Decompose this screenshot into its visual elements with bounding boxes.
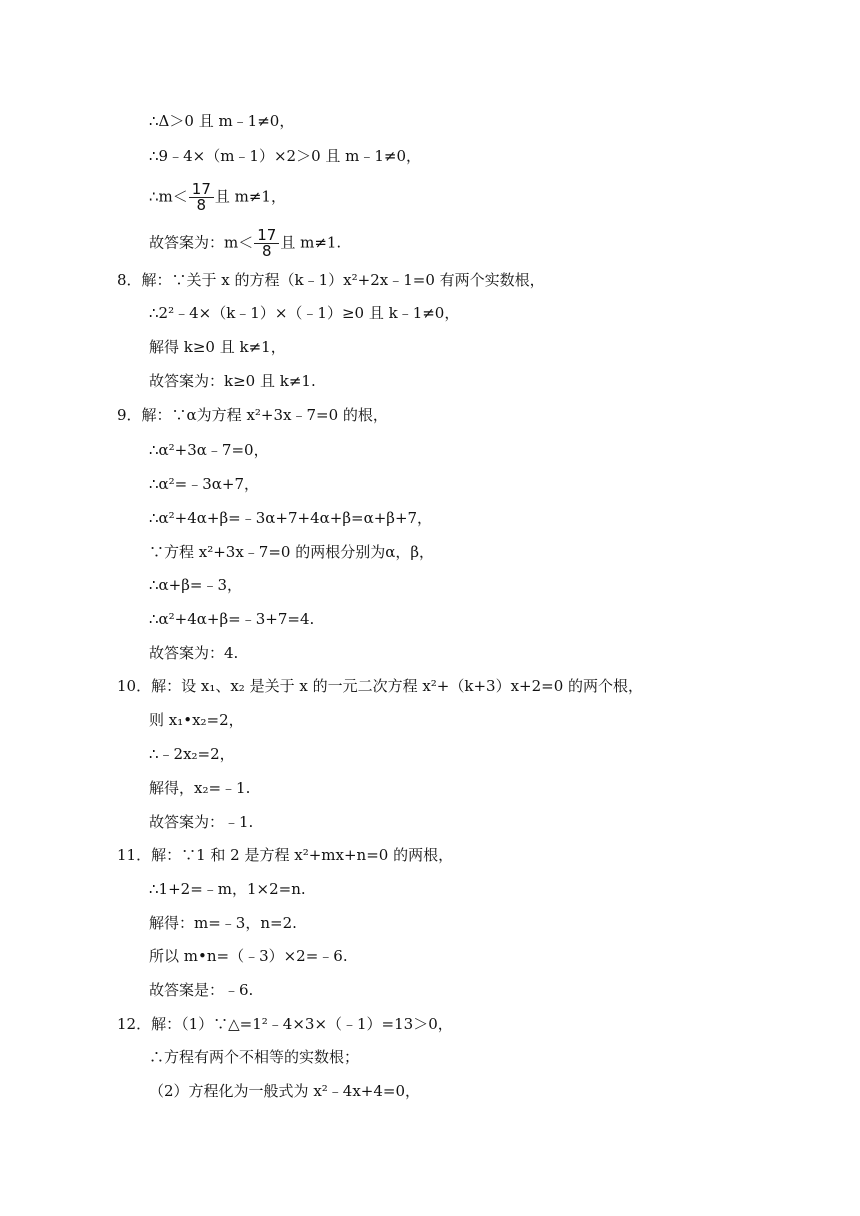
text-segment: ∴m＜ xyxy=(149,187,188,206)
solution-line: ∴方程有两个不相等的实数根； xyxy=(149,1048,360,1066)
solution-line: ∴2²﹣4×（k﹣1）×（﹣1）≥0 且 k﹣1≠0， xyxy=(149,304,460,322)
solution-line-with-fraction xyxy=(149,182,286,213)
solution-line: 解得，x₂=﹣1. xyxy=(149,779,251,797)
solution-line: 故答案为：4. xyxy=(149,644,239,662)
solution-line: ∴α²+4α+β=﹣3α+7+4α+β=α+β+7， xyxy=(149,509,433,527)
solution-line: ∴﹣2x₂=2， xyxy=(149,745,235,763)
solution-line: 解得 k≥0 且 k≠1， xyxy=(149,338,286,356)
problem-heading: 11．解：∵1 和 2 是方程 x²+mx+n=0 的两根， xyxy=(117,846,454,864)
solution-line: ∴Δ＞0 且 m﹣1≠0， xyxy=(149,112,295,130)
solution-line: 所以 m•n=（﹣3）×2=﹣6. xyxy=(149,947,348,965)
solution-line-with-fraction xyxy=(149,228,341,259)
solution-line: ∴α²=﹣3α+7， xyxy=(149,475,260,493)
problem-heading: 10．解：设 x₁、x₂ 是关于 x 的一元二次方程 x²+（k+3）x+2=0 的两个根， xyxy=(117,677,644,695)
fraction-numerator: 17 xyxy=(254,228,279,244)
solution-line: ∴α²+3α﹣7=0， xyxy=(149,441,269,459)
solution-line: ∵方程 x²+3x﹣7=0 的两根分别为α，β， xyxy=(149,543,435,561)
fraction-denominator: 8 xyxy=(196,196,207,214)
solution-line: ∴1+2=﹣m，1×2=n. xyxy=(149,880,306,898)
problem-heading: 12．解：（1）∵△=1²﹣4×3×（﹣1）=13＞0， xyxy=(117,1015,453,1033)
solution-line: ∴α+β=﹣3， xyxy=(149,576,243,594)
solution-line: ∴α²+4α+β=﹣3+7=4. xyxy=(149,610,315,628)
solution-line: 则 x₁•x₂=2， xyxy=(149,711,244,729)
fraction-denominator: 8 xyxy=(262,242,272,260)
text-segment: 且 m≠1. xyxy=(280,233,342,252)
text-segment: 且 m≠1， xyxy=(214,187,286,206)
solution-line: 解得：m=﹣3，n=2. xyxy=(149,914,297,932)
fraction-numerator: 17 xyxy=(189,182,214,198)
solution-line: （2）方程化为一般式为 x²﹣4x+4=0， xyxy=(149,1082,421,1100)
text-segment: 故答案为：m＜ xyxy=(149,233,254,252)
solution-line: 故答案是：﹣6. xyxy=(149,981,254,999)
problem-heading: 9．解：∵α为方程 x²+3x﹣7=0 的根， xyxy=(117,406,388,424)
solution-line: 故答案为：k≥0 且 k≠1. xyxy=(149,372,316,390)
solution-line: 故答案为：﹣1. xyxy=(149,813,254,831)
solution-line: ∴9﹣4×（m﹣1）×2＞0 且 m﹣1≠0， xyxy=(149,147,422,165)
fraction xyxy=(254,228,279,259)
problem-heading: 8．解：∵关于 x 的方程（k﹣1）x²+2x﹣1=0 有两个实数根， xyxy=(117,271,545,289)
fraction xyxy=(189,182,214,213)
